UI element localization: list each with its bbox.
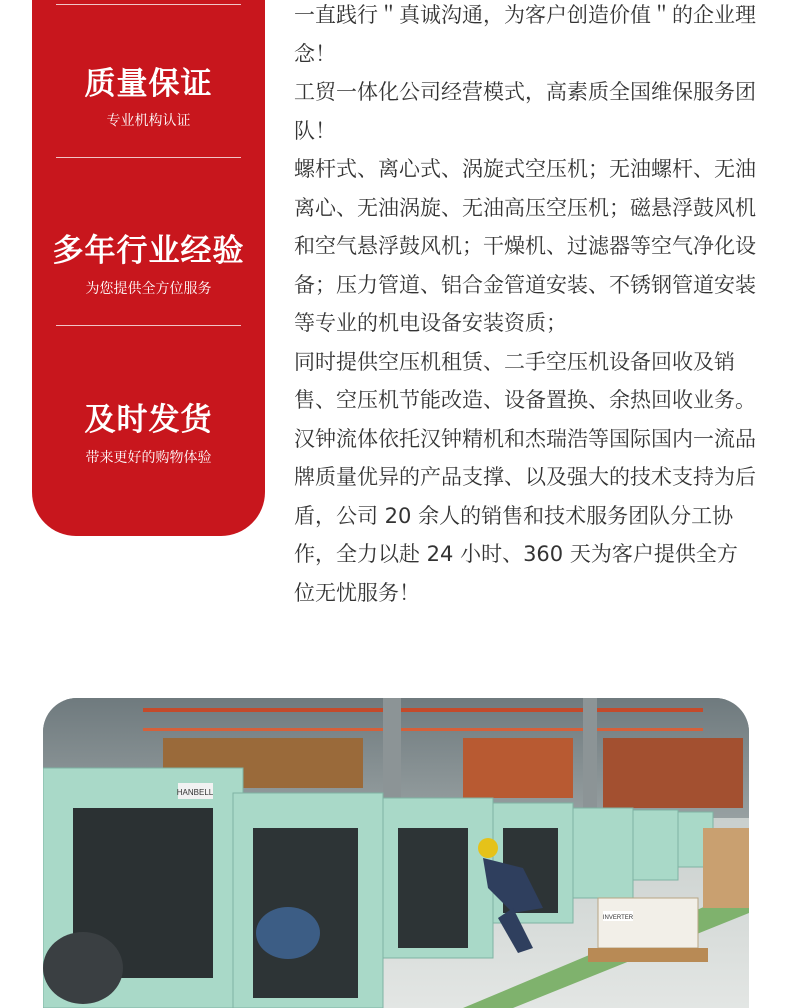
paragraph-business-model: 工贸一体化公司经营模式，高素质全国维保服务团队！: [294, 80, 756, 143]
company-description: [294, 0, 756, 612]
feature-subtitle-experience: 为您提供全方位服务: [85, 281, 212, 297]
motor-shape: [43, 932, 123, 1004]
features-panel: [32, 0, 265, 536]
feature-title-delivery: 及时发货: [84, 402, 213, 438]
crate-label: INVERTER: [602, 915, 634, 921]
factory-illustration: [43, 698, 749, 1008]
paragraph-team: 汉钟流体依托汉钟精机和杰瑞浩等国际国内一流品牌质量优异的产品支撑、以及强大的技术支持为后盾，公司 20 余人的销售和技术服务团队分工协作，全力以赴 24 小时、360 天为客户提供全方位无忧服务！: [294, 426, 756, 605]
paragraph-philosophy: 一直践行＂真诚沟通，为客户创造价值＂的企业理念！: [294, 3, 756, 66]
feature-subtitle-quality: 专业机构认证: [106, 113, 191, 129]
feature-title-quality: 质量保证: [84, 66, 213, 102]
paragraph-products-qualifications: 螺杆式、离心式、涡旋式空压机；无油螺杆、无油离心、无油涡旋、无油高压空压机；磁悬浮鼓风机和空气悬浮鼓风机；干燥机、过滤器等空气净化设备；压力管道、铝合金管道安装、不锈钢管道安装等专业的机电设备安装资质；: [294, 157, 756, 335]
feature-subtitle-delivery: 带来更好的购物体验: [85, 450, 212, 466]
machine-brand: HANBELL: [176, 788, 214, 797]
divider: [56, 157, 241, 158]
divider: [56, 4, 241, 5]
feature-title-experience: 多年行业经验: [52, 233, 245, 269]
paragraph-services: 同时提供空压机租赁、二手空压机设备回收及销售、空压机节能改造、设备置换、余热回收业务。: [294, 349, 756, 412]
divider: [56, 325, 241, 326]
factory-photo: [43, 698, 749, 1008]
